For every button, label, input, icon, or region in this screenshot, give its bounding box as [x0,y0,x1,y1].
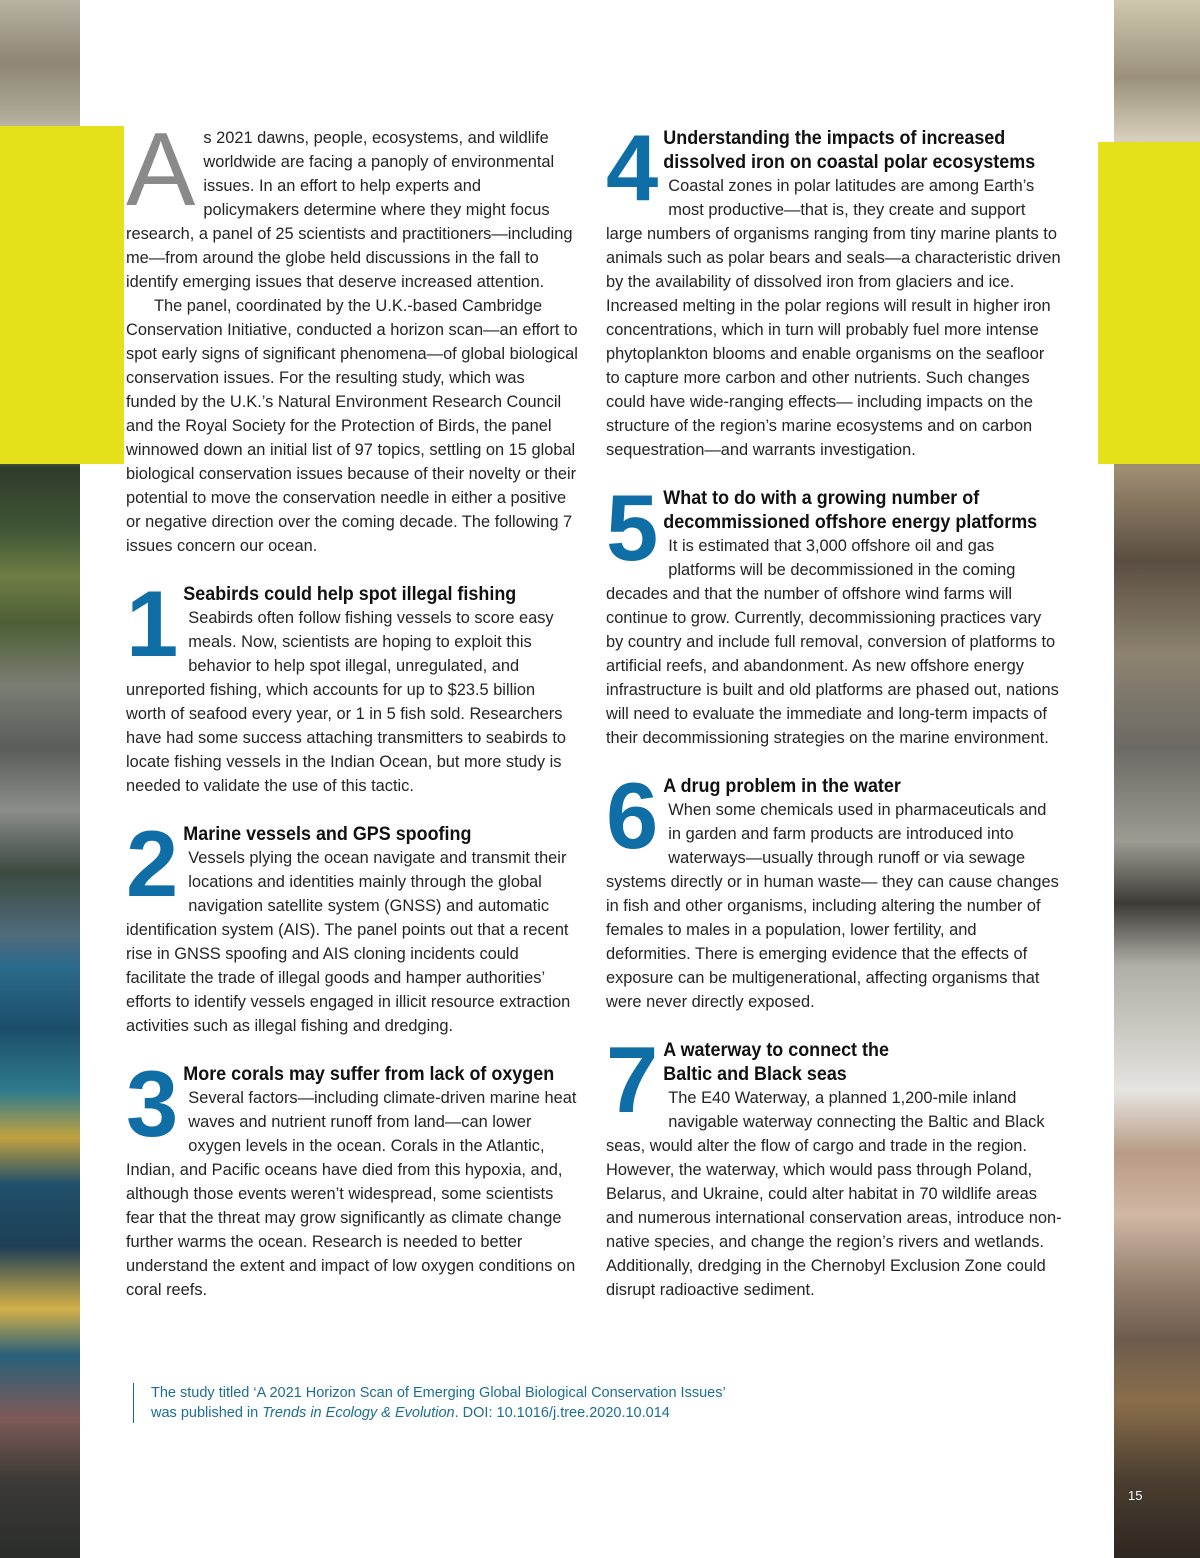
intro-paragraph-2: The panel, coordinated by the U.K.-based Cambridge Conservation Initiative, conducted a horizon scan—an effort to spot early signs of significant phenomena—of global biological conservation issues. For the resulting study, which was funded by the U.K.’s Natural Environment Research Council and the Royal Society for the Protection of Birds, the panel winnowed down an initial list of 97 topics, settling on 15 global biological conservation issues because of their novelty or their potential to move the conservation needle in either a positive or negative direction over the coming decade. The following 7 issues concern our ocean. [126,297,578,555]
issue-body: It is estimated that 3,000 offshore oil and gas platforms will be decommissioned in the coming decades and that the number of offshore wind farms will continue to grow. Currently, decommissioning practices vary by country and include full removal, conversion of platforms to artificial reefs, and abandonment. As new offshore energy infrastructure is built and old platforms are phased out, nations will need to evaluate the immediate and long-term impacts of their decommissioning strategies on the marine environment. [606,537,1059,747]
issue-7 [606,1027,1062,1302]
issue-number: 4 [606,115,657,220]
issue-title: A drug problem in the water [663,775,901,797]
yellow-accent-left [0,126,124,464]
issue-body: Several factors—including climate-driven marine heat waves and nutrient runoff from land—can lower oxygen levels in the ocean. Corals in the Atlantic, Indian, and Pacific oceans have died from this hypoxia, and, although those events weren’t widespread, some scientists fear that the threat may grow significantly as climate change further warms the ocean. Research is needed to better understand the extent and impact of low oxygen conditions on coral reefs. [126,1089,577,1299]
issue-body: Coastal zones in polar latitudes are among Earth’s most productive—that is, they create and support large numbers of organisms ranging from tiny marine plants to animals such as polar bears and seals—a characteristic driven by the availability of dissolved iron from glaciers and ice. Increased melting in the polar regions will result in higher iron concentrations, which in turn will probably fuel more intense phytoplankton blooms and enable organisms on the seafloor to capture more carbon and other nutrients. Such changes could have wide-ranging effects— including impacts on the structure of the region’s marine ecosystems and on carbon sequestration—and warrants investigation. [606,177,1061,459]
caption-prefix: was published in [151,1405,263,1421]
issue-title-line1: Understanding the impacts of increased [663,127,1006,149]
issue-title: Seabirds could help spot illegal fishing [183,583,517,605]
issue-6 [606,763,1062,1014]
issue-number: 1 [126,571,177,676]
issue-5 [606,475,1062,750]
intro-dropcap: A [126,112,196,228]
issue-title: Marine vessels and GPS spoofing [183,823,472,845]
issue-title: More corals may suffer from lack of oxygen [183,1063,555,1085]
issue-title-line2: Baltic and Black seas [663,1063,847,1085]
issue-title-line2: dissolved iron on coastal polar ecosystems [663,151,1036,173]
page-number: 15 [1128,1488,1143,1503]
caption-doi: . DOI: 10.1016/j.tree.2020.10.014 [454,1405,670,1421]
issue-3 [126,1051,579,1302]
right-column [606,115,1062,1302]
issue-body: Vessels plying the ocean navigate and transmit their locations and identities mainly through the global navigation satellite system (GNSS) and automatic identification system (AIS). The panel points out that a recent rise in GNSS spoofing and AIS cloning incidents could facilitate the trade of illegal goods and hamper authorities’ efforts to identify vessels engaged in illicit resource extraction activities such as illegal fishing and dredging. [126,849,571,1035]
issue-title-line1: What to do with a growing number of [663,487,980,509]
issue-number: 7 [606,1027,657,1132]
issue-body: The E40 Waterway, a planned 1,200-mile inland navigable waterway connecting the Baltic and Black seas, would alter the flow of cargo and trade in the region. However, the waterway, which would pass through Poland, Belarus, and Ukraine, could alter habitat in 70 wildlife areas and numerous international conservation areas, introduce non-native species, and change the region’s rivers and wetlands. Additionally, dredging in the Chernobyl Exclusion Zone could disrupt radioactive sediment. [606,1089,1062,1299]
caption-line-1: The study titled ‘A 2021 Horizon Scan of Emerging Global Biological Conservation Issues’ [151,1385,726,1401]
issue-title-line1: A waterway to connect the [663,1039,889,1061]
issue-4 [606,115,1062,462]
study-caption [133,1383,726,1423]
issue-number: 5 [606,475,657,580]
issue-number: 6 [606,763,657,868]
left-column [126,112,579,1302]
intro-paragraph [126,112,579,294]
issue-1 [126,571,579,798]
caption-line-2 [151,1403,726,1423]
issue-title-line2: decommissioned offshore energy platforms [663,511,1038,533]
intro-text: s 2021 dawns, people, ecosystems, and wildlife worldwide are facing a panoply of environmental issues. In an effort to help experts and policymakers determine where they might focus research, a panel of 25 scientists and practitioners—including me—from around the globe held discussions in the fall to identify emerging issues that deserve increased attention. [126,129,573,291]
issue-2 [126,811,579,1038]
journal-name: Trends in Ecology & Evolution [262,1405,455,1421]
issue-body: When some chemicals used in pharmaceuticals and in garden and farm products are introduced into waterways—usually through runoff or via sewage systems directly or in human waste— they can cause changes in fish and other organisms, including altering the number of females to males in a population, lower fertility, and deformities. There is emerging evidence that the effects of exposure can be multigenerational, affecting organisms that were never directly exposed. [606,801,1059,1011]
issue-number: 3 [126,1051,177,1156]
issue-number: 2 [126,811,177,916]
yellow-accent-right [1098,142,1200,464]
issue-body: Seabirds often follow fishing vessels to score easy meals. Now, scientists are hoping to exploit this behavior to help spot illegal, unregulated, and unreported fishing, which accounts for up to $23.5 billion worth of seafood every year, or 1 in 5 fish sold. Researchers have had some success attaching transmitters to seabirds to locate fishing vessels in the Indian Ocean, but more study is needed to validate the use of this tactic. [126,609,567,795]
